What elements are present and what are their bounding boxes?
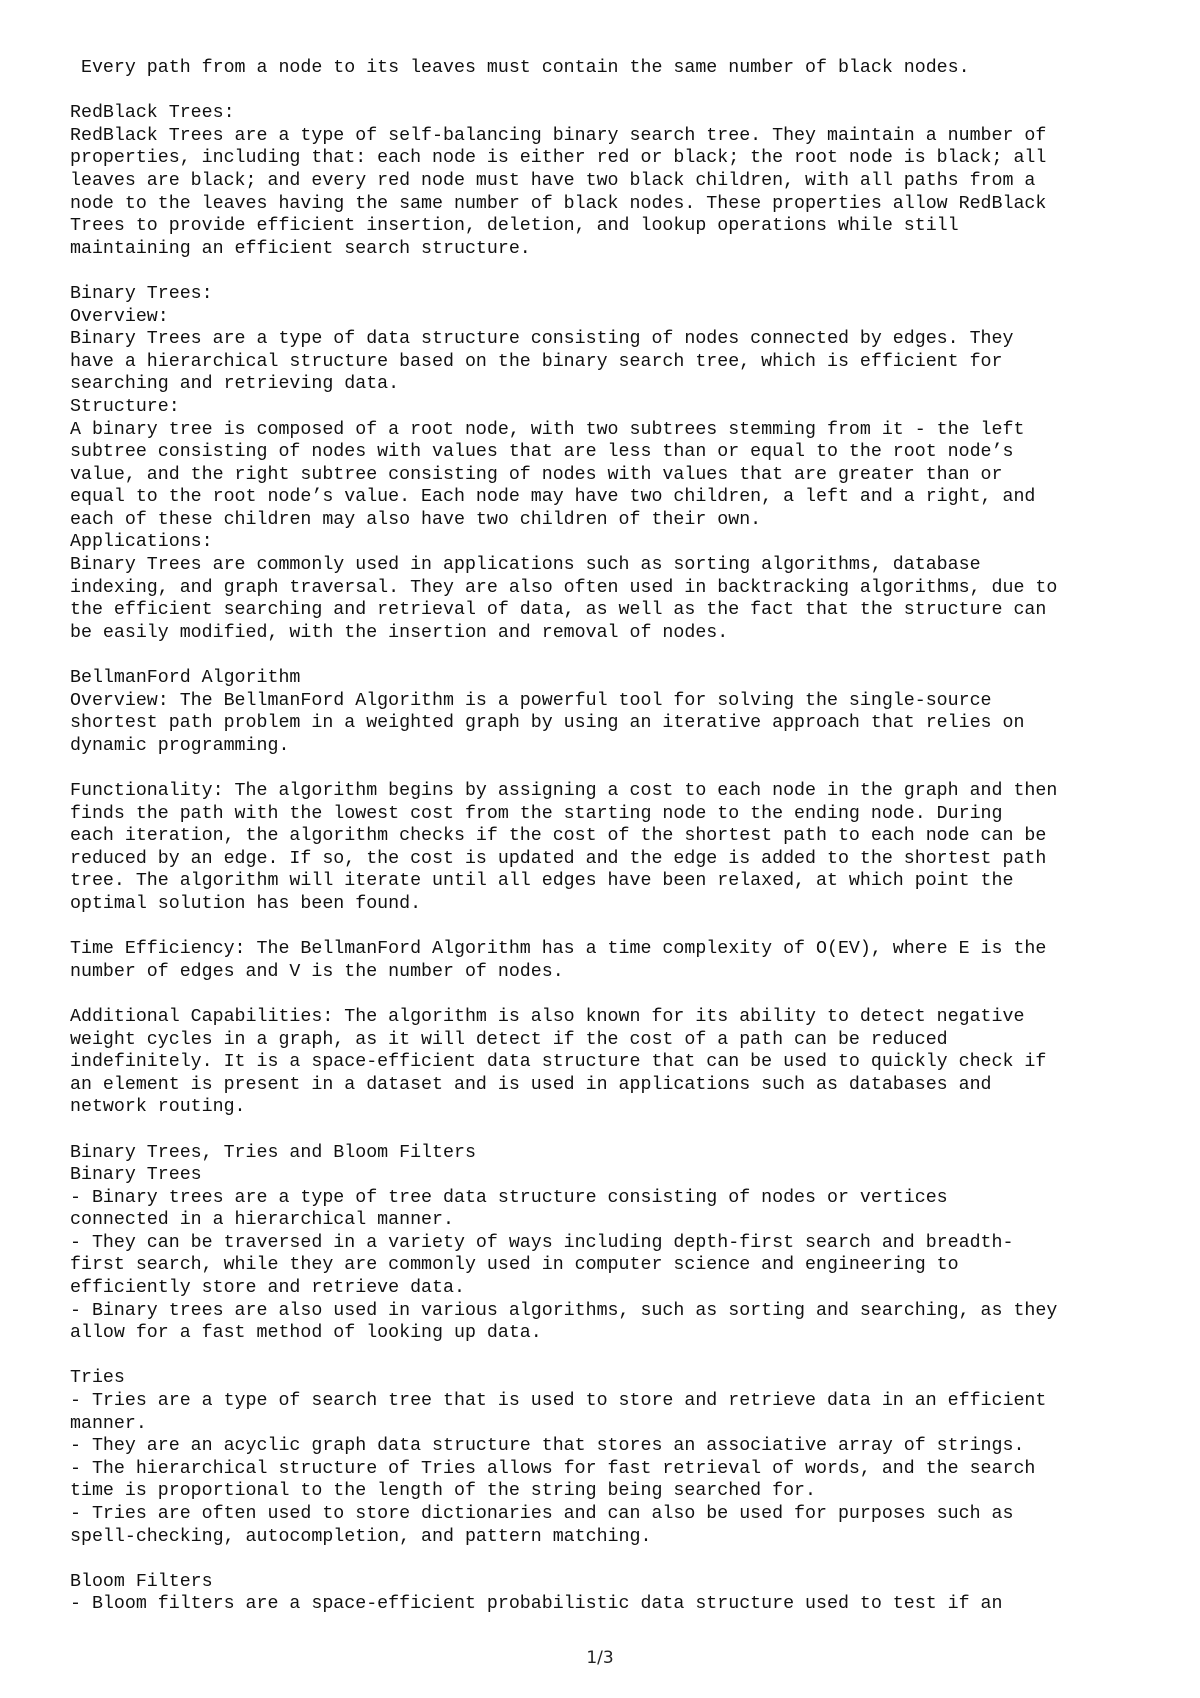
- text-line: weight cycles in a graph, as it will detect if the cost of a path can be reduced: [70, 1029, 948, 1050]
- text-line: allow for a fast method of looking up data.: [70, 1323, 542, 1344]
- blank-line: [70, 260, 1160, 283]
- text-line: Binary Trees:: [70, 283, 213, 304]
- text-line: number of edges and V is the number of nodes.: [70, 961, 564, 982]
- text-line: - They are an acyclic graph data structure that stores an associative array of strings.: [70, 1436, 1025, 1457]
- text-line: node to the leaves having the same number of black nodes. These properties allow RedBlack: [70, 193, 1047, 214]
- text-line: maintaining an efficient search structure.: [70, 238, 531, 259]
- text-line: indexing, and graph traversal. They are also often used in backtracking algorithms, due to: [70, 577, 1058, 598]
- text-line: BellmanFord Algorithm: [70, 668, 301, 689]
- blank-line: [70, 1548, 1160, 1571]
- text-line: be easily modified, with the insertion and removal of nodes.: [70, 622, 729, 643]
- text-line: - Binary trees are also used in various algorithms, such as sorting and searching, as they: [70, 1300, 1058, 1321]
- text-line: - Tries are a type of search tree that is used to store and retrieve data in an efficient: [70, 1391, 1047, 1412]
- text-line: - Bloom filters are a space-efficient probabilistic data structure used to test if an: [70, 1594, 1003, 1615]
- text-line: Applications:: [70, 532, 213, 553]
- blank-line: [70, 916, 1160, 939]
- text-line: network routing.: [70, 1097, 246, 1118]
- text-line: indefinitely. It is a space-efficient data structure that can be used to quickly check if: [70, 1052, 1047, 1073]
- blank-line: [70, 80, 1160, 103]
- text-line: Structure:: [70, 396, 180, 417]
- text-line: Additional Capabilities: The algorithm is also known for its ability to detect negative: [70, 1006, 1025, 1027]
- text-line: an element is present in a dataset and is used in applications such as databases and: [70, 1074, 992, 1095]
- blank-line: [70, 1345, 1160, 1368]
- blank-line: [70, 757, 1160, 780]
- text-line: - Tries are often used to store dictionaries and can also be used for purposes such as: [70, 1504, 1014, 1524]
- text-line: Binary Trees are a type of data structure consisting of nodes connected by edges. They: [70, 329, 1014, 350]
- text-line: connected in a hierarchical manner.: [70, 1210, 454, 1231]
- text-line: Overview:: [70, 306, 169, 327]
- text-line: finds the path with the lowest cost from the starting node to the ending node. During: [70, 803, 1003, 824]
- text-line: A binary tree is composed of a root node, with two subtrees stemming from it - the left: [70, 419, 1025, 440]
- text-line: each of these children may also have two children of their own.: [70, 509, 762, 530]
- text-line: RedBlack Trees are a type of self-balancing binary search tree. They maintain a number of: [70, 125, 1047, 146]
- text-line: shortest path problem in a weighted graph by using an iterative approach that relies on: [70, 713, 1025, 734]
- text-line: Binary Trees are commonly used in applications such as sorting algorithms, database: [70, 555, 981, 576]
- text-line: dynamic programming.: [70, 735, 290, 756]
- text-line: optimal solution has been found.: [70, 893, 422, 914]
- text-line: Overview: The BellmanFord Algorithm is a powerful tool for solving the single-source: [70, 690, 992, 711]
- text-line: Bloom Filters: [70, 1571, 213, 1592]
- text-line: Functionality: The algorithm begins by assigning a cost to each node in the graph and then: [70, 781, 1058, 801]
- page-number: 1/3: [586, 1648, 614, 1668]
- text-line: have a hierarchical structure based on the binary search tree, which is efficient for: [70, 351, 1003, 372]
- text-line: Trees to provide efficient insertion, deletion, and lookup operations while still: [70, 216, 959, 237]
- text-line: spell-checking, autocompletion, and pattern matching.: [70, 1526, 652, 1547]
- blank-line: [70, 1119, 1160, 1142]
- document-body: [70, 57, 1160, 1616]
- text-line: leaves are black; and every red node must have two black children, with all paths from a: [70, 170, 1036, 191]
- text-line: RedBlack Trees:: [70, 103, 235, 124]
- text-line: - The hierarchical structure of Tries allows for fast retrieval of words, and the search: [70, 1458, 1036, 1479]
- text-line: Time Efficiency: The BellmanFord Algorithm has a time complexity of O(EV), where E is the: [70, 939, 1047, 960]
- text-line: searching and retrieving data.: [70, 374, 400, 395]
- text-line: Every path from a node to its leaves must contain the same number of black nodes.: [70, 58, 970, 78]
- text-line: properties, including that: each node is either red or black; the root node is black; all: [70, 148, 1047, 169]
- text-line: subtree consisting of nodes with values that are less than or equal to the root node’s: [70, 442, 1014, 463]
- text-line: - Binary trees are a type of tree data structure consisting of nodes or vertices: [70, 1187, 948, 1208]
- text-line: tree. The algorithm will iterate until all edges have been relaxed, at which point the: [70, 871, 1014, 892]
- text-line: Tries: [70, 1368, 125, 1389]
- text-line: reduced by an edge. If so, the cost is updated and the edge is added to the shortest path: [70, 848, 1047, 869]
- text-line: efficiently store and retrieve data.: [70, 1278, 465, 1299]
- text-line: Binary Trees, Tries and Bloom Filters: [70, 1142, 476, 1163]
- text-line: - They can be traversed in a variety of ways including depth-first search and breadth-: [70, 1232, 1014, 1253]
- text-line: value, and the right subtree consisting of nodes with values that are greater than or: [70, 464, 1003, 485]
- text-line: equal to the root node’s value. Each node may have two children, a left and a right, and: [70, 487, 1036, 508]
- text-line: time is proportional to the length of the string being searched for.: [70, 1481, 816, 1502]
- text-line: first search, while they are commonly used in computer science and engineering to: [70, 1255, 959, 1276]
- blank-line: [70, 983, 1160, 1006]
- blank-line: [70, 644, 1160, 667]
- text-line: Binary Trees: [70, 1165, 202, 1186]
- text-line: manner.: [70, 1413, 147, 1434]
- text-line: the efficient searching and retrieval of data, as well as the fact that the structure can: [70, 600, 1047, 621]
- text-line: each iteration, the algorithm checks if the cost of the shortest path to each node can be: [70, 826, 1047, 847]
